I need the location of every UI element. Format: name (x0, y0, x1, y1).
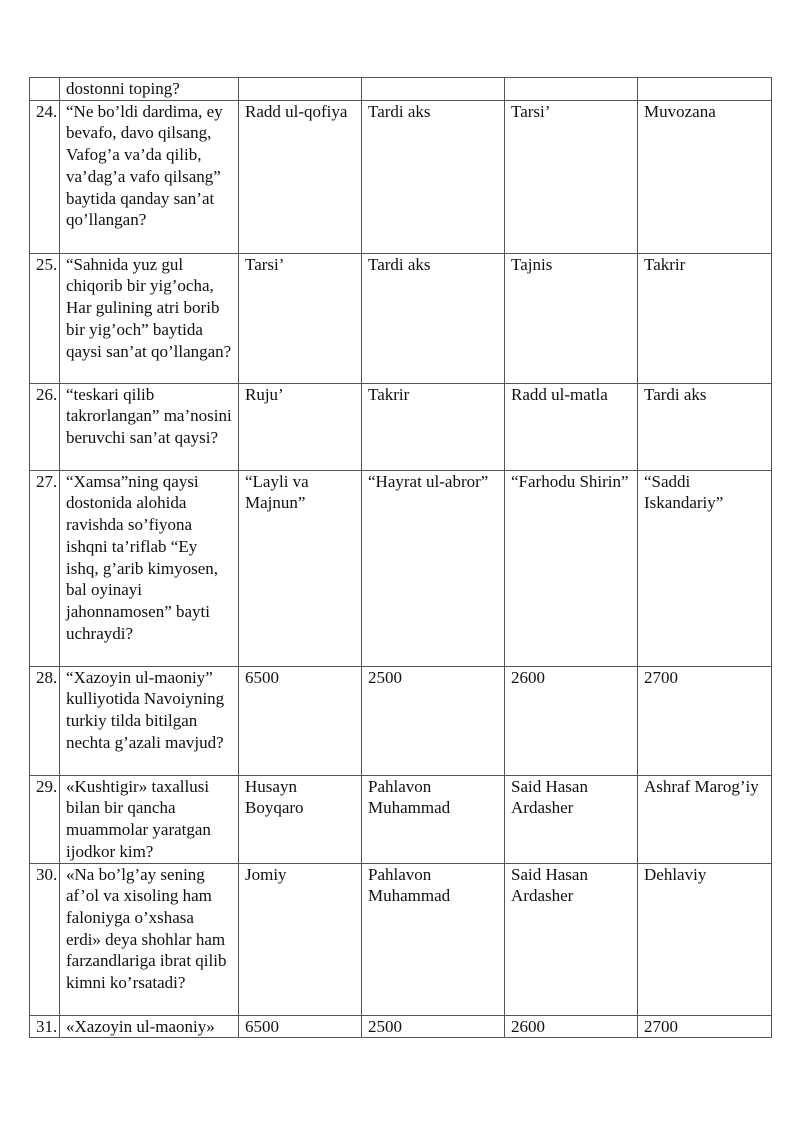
answer-option-a: Radd ul-qofiya (239, 100, 362, 253)
answer-option-a: Husayn Boyqaro (239, 775, 362, 863)
answer-option-b: Tardi aks (362, 100, 505, 253)
question-number: 29. (30, 775, 60, 863)
question-text: “teskari qilib takrorlangan” ma’nosini beruvchi san’at qaysi? (60, 383, 239, 470)
question-text: “Xazoyin ul-maoniy” kulliyotida Navoiyning turkiy tilda bitilgan nechta g’azali mavjud? (60, 666, 239, 775)
answer-option-d (638, 78, 772, 101)
answer-option-c: Said Hasan Ardasher (505, 775, 638, 863)
answer-option-c: Radd ul-matla (505, 383, 638, 470)
question-number: 24. (30, 100, 60, 253)
answer-option-c (505, 78, 638, 101)
answer-option-d: 2700 (638, 666, 772, 775)
answer-option-b: Takrir (362, 383, 505, 470)
question-number: 26. (30, 383, 60, 470)
answer-option-c: 2600 (505, 666, 638, 775)
answer-option-b: Tardi aks (362, 253, 505, 383)
table-row (30, 863, 772, 1015)
answer-option-b: 2500 (362, 1015, 505, 1038)
answer-option-c: 2600 (505, 1015, 638, 1038)
answer-option-d: 2700 (638, 1015, 772, 1038)
question-number: 27. (30, 470, 60, 666)
answer-option-d: Ashraf Marog’iy (638, 775, 772, 863)
answer-option-c: Tarsi’ (505, 100, 638, 253)
question-number: 28. (30, 666, 60, 775)
answer-option-b: Pahlavon Muhammad (362, 775, 505, 863)
question-text: «Na bo’lg’ay sening af’ol va xisoling ham faloniyga o’xshasa erdi» deya shohlar ham farzandlariga ibrat qilib kimni ko’rsatadi? (60, 863, 239, 1015)
question-number: 25. (30, 253, 60, 383)
answer-option-d: Dehlaviy (638, 863, 772, 1015)
answer-option-a (239, 78, 362, 101)
question-text: «Xazoyin ul-maoniy» (60, 1015, 239, 1038)
question-text: “Sahnida yuz gul chiqorib bir yig’ocha, Har gulining atri borib bir yig’och” baytida qaysi san’at qo’llangan? (60, 253, 239, 383)
answer-option-a: Ruju’ (239, 383, 362, 470)
question-text: “Ne bo’ldi dardima, ey bevafo, davo qilsang, Vafog’a va’da qilib, va’dag’a vafo qilsang” baytida qanday san’at qo’llangan? (60, 100, 239, 253)
table-row (30, 775, 772, 863)
answer-option-d: Takrir (638, 253, 772, 383)
answer-option-d: Tardi aks (638, 383, 772, 470)
answer-option-b: Pahlavon Muhammad (362, 863, 505, 1015)
answer-option-c: Tajnis (505, 253, 638, 383)
answer-option-b (362, 78, 505, 101)
answer-option-a: Tarsi’ (239, 253, 362, 383)
answer-option-b: “Hayrat ul-abror” (362, 470, 505, 666)
table-row (30, 666, 772, 775)
table-row (30, 100, 772, 253)
answer-option-a: 6500 (239, 1015, 362, 1038)
table-row (30, 253, 772, 383)
answer-option-c: “Farhodu Shirin” (505, 470, 638, 666)
answer-option-b: 2500 (362, 666, 505, 775)
quiz-table (29, 77, 772, 1038)
answer-option-c: Said Hasan Ardasher (505, 863, 638, 1015)
question-number: 30. (30, 863, 60, 1015)
table-row (30, 383, 772, 470)
answer-option-a: Jomiy (239, 863, 362, 1015)
question-number: 31. (30, 1015, 60, 1038)
table-row (30, 78, 772, 101)
question-number (30, 78, 60, 101)
answer-option-a: 6500 (239, 666, 362, 775)
answer-option-d: “Saddi Iskandariy” (638, 470, 772, 666)
question-text: dostonni toping? (60, 78, 239, 101)
answer-option-a: “Layli va Majnun” (239, 470, 362, 666)
table-row (30, 470, 772, 666)
answer-option-d: Muvozana (638, 100, 772, 253)
question-text: «Kushtigir» taxallusi bilan bir qancha muammolar yaratgan ijodkor kim? (60, 775, 239, 863)
table-row (30, 1015, 772, 1038)
question-text: “Xamsa”ning qaysi dostonida alohida ravishda so’fiyona ishqni ta’riflab “Ey ishq, g’arib kimyosen, bal oyinayi jahonnamosen” bayti uchraydi? (60, 470, 239, 666)
